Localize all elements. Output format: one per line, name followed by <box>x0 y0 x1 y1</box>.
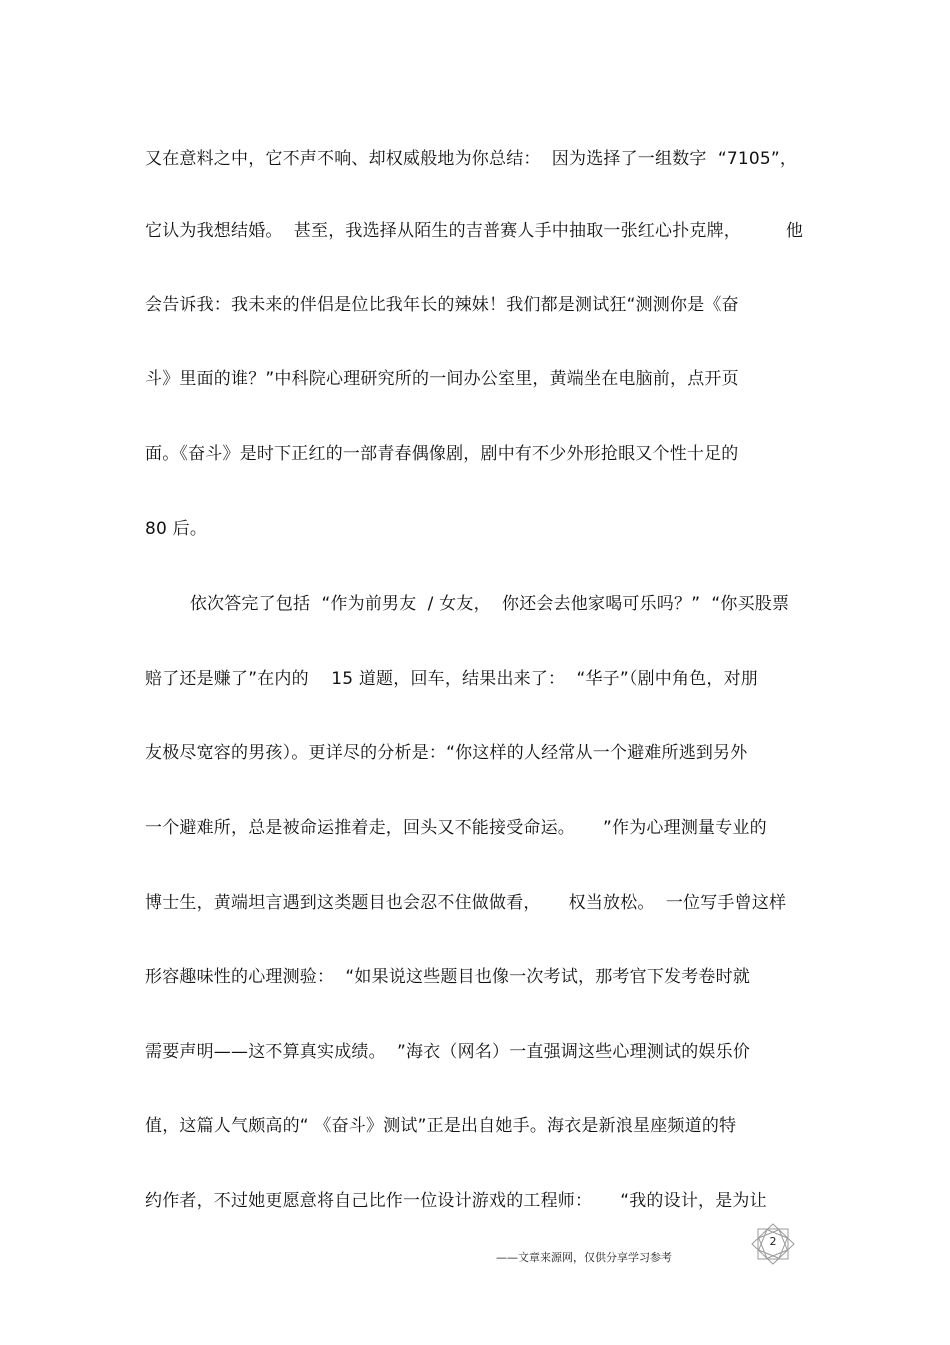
body-text-line: 又在意料之中，它不声不响、却权威般地为你总结： 因为选择了一组数字 “7105”， <box>145 149 798 169</box>
body-text-line: 斗》里面的谁？”中科院心理研究所的一间办公室里，黄端坐在电脑前，点开页 <box>145 369 739 389</box>
body-text-line: 约作者，不过她更愿意将自己比作一位设计游戏的工程师： “我的设计，是为让 <box>145 1191 767 1211</box>
body-text-line: 它认为我想结婚。 甚至，我选择从陌生的吉普赛人手中抽取一张红心扑克牌， 他 <box>145 221 804 241</box>
source-footer: ——文章来源网，仅供分享学习参考 <box>496 1251 672 1264</box>
body-text-line: 值，这篇人气颇高的“ 《奋斗》测试”正是出自她手。海衣是新浪星座频道的特 <box>145 1116 737 1136</box>
body-text-line: 会告诉我：我未来的伴侣是位比我年长的辣妹！我们都是测试狂“测测你是《奋 <box>145 295 739 315</box>
page-number-badge <box>748 1223 798 1265</box>
body-text-line: 形容趣味性的心理测验： “如果说这些题目也像一次考试，那考官下发考卷时就 <box>145 967 751 987</box>
body-text-line: 博士生，黄端坦言遇到这类题目也会忍不住做做看， 权当放松。 一位写手曾这样 <box>145 893 787 913</box>
body-text-line: 依次答完了包括 “作为前男友 / 女友， 你还会去他家喝可乐吗？” “你买股票 <box>145 594 790 614</box>
body-text-line: 赔了还是赚了”在内的 15 道题，回车，结果出来了： “华子”（剧中角色，对朋 <box>145 669 758 689</box>
body-text-line: 面。《奋斗》是时下正红的一部青春偶像剧，剧中有不少外形抢眼又个性十足的 <box>145 444 739 464</box>
body-text-line: 需要声明——这不算真实成绩。 ”海衣（网名）一直强调这些心理测试的娱乐价 <box>145 1042 751 1062</box>
body-text-line: 友极尽宽容的男孩）。更详尽的分析是：“你这样的人经常从一个避难所逃到另外 <box>145 743 748 763</box>
body-text-line: 80 后。 <box>145 519 208 539</box>
body-text-line: 一个避难所，总是被命运推着走，回头又不能接受命运。 ”作为心理测量专业的 <box>145 818 767 838</box>
page-number: 2 <box>769 1235 777 1248</box>
